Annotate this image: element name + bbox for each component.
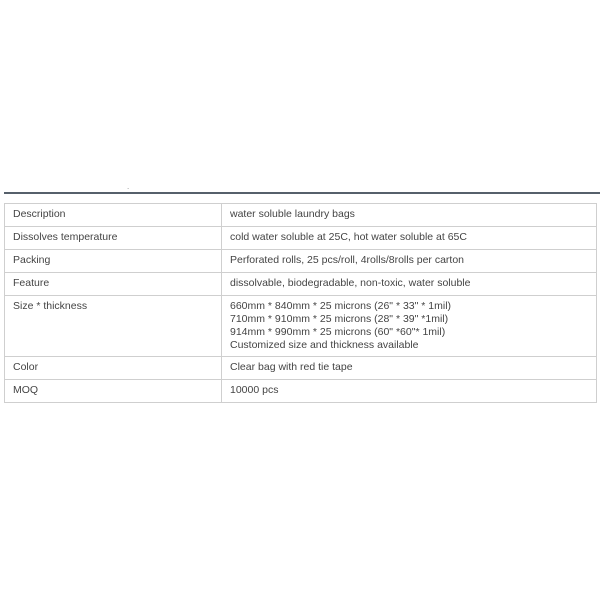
row-value [222, 357, 597, 380]
row-label: MOQ [5, 380, 222, 403]
table-row [5, 380, 597, 403]
value-line: Customized size and thickness available [230, 339, 419, 351]
value-line: 710mm * 910mm * 25 microns (28" * 39" *1mil) [230, 313, 449, 325]
value-line: cold water soluble at 25C, hot water soluble at 65C [230, 231, 467, 243]
row-value [222, 380, 597, 403]
row-value [222, 204, 597, 227]
value-line: Clear bag with red tie tape [230, 361, 353, 373]
table-row [5, 204, 597, 227]
table-row [5, 357, 597, 380]
table-row [5, 273, 597, 296]
row-label: Description [5, 204, 222, 227]
row-value [222, 227, 597, 250]
value-line: 914mm * 990mm * 25 microns (60" *60"* 1mil) [230, 326, 446, 338]
row-value [222, 273, 597, 296]
value-line: dissolvable, biodegradable, non-toxic, water soluble [230, 277, 471, 289]
value-line: 660mm * 840mm * 25 microns (26" * 33" * 1mil) [230, 300, 452, 312]
row-value [222, 250, 597, 273]
value-line: Perforated rolls, 25 pcs/roll, 4rolls/8rolls per carton [230, 254, 465, 266]
row-label: Feature [5, 273, 222, 296]
spec-table [4, 203, 597, 403]
table-row [5, 250, 597, 273]
row-label: Dissolves temperature [5, 227, 222, 250]
table-row [5, 296, 597, 357]
row-label: Size * thickness [5, 296, 222, 357]
dot-mark: . [127, 182, 130, 191]
value-line: water soluble laundry bags [230, 208, 355, 220]
value-line: 10000 pcs [230, 384, 279, 396]
row-label: Packing [5, 250, 222, 273]
table-row [5, 227, 597, 250]
header-rule [4, 192, 600, 194]
row-value [222, 296, 597, 357]
row-label: Color [5, 357, 222, 380]
